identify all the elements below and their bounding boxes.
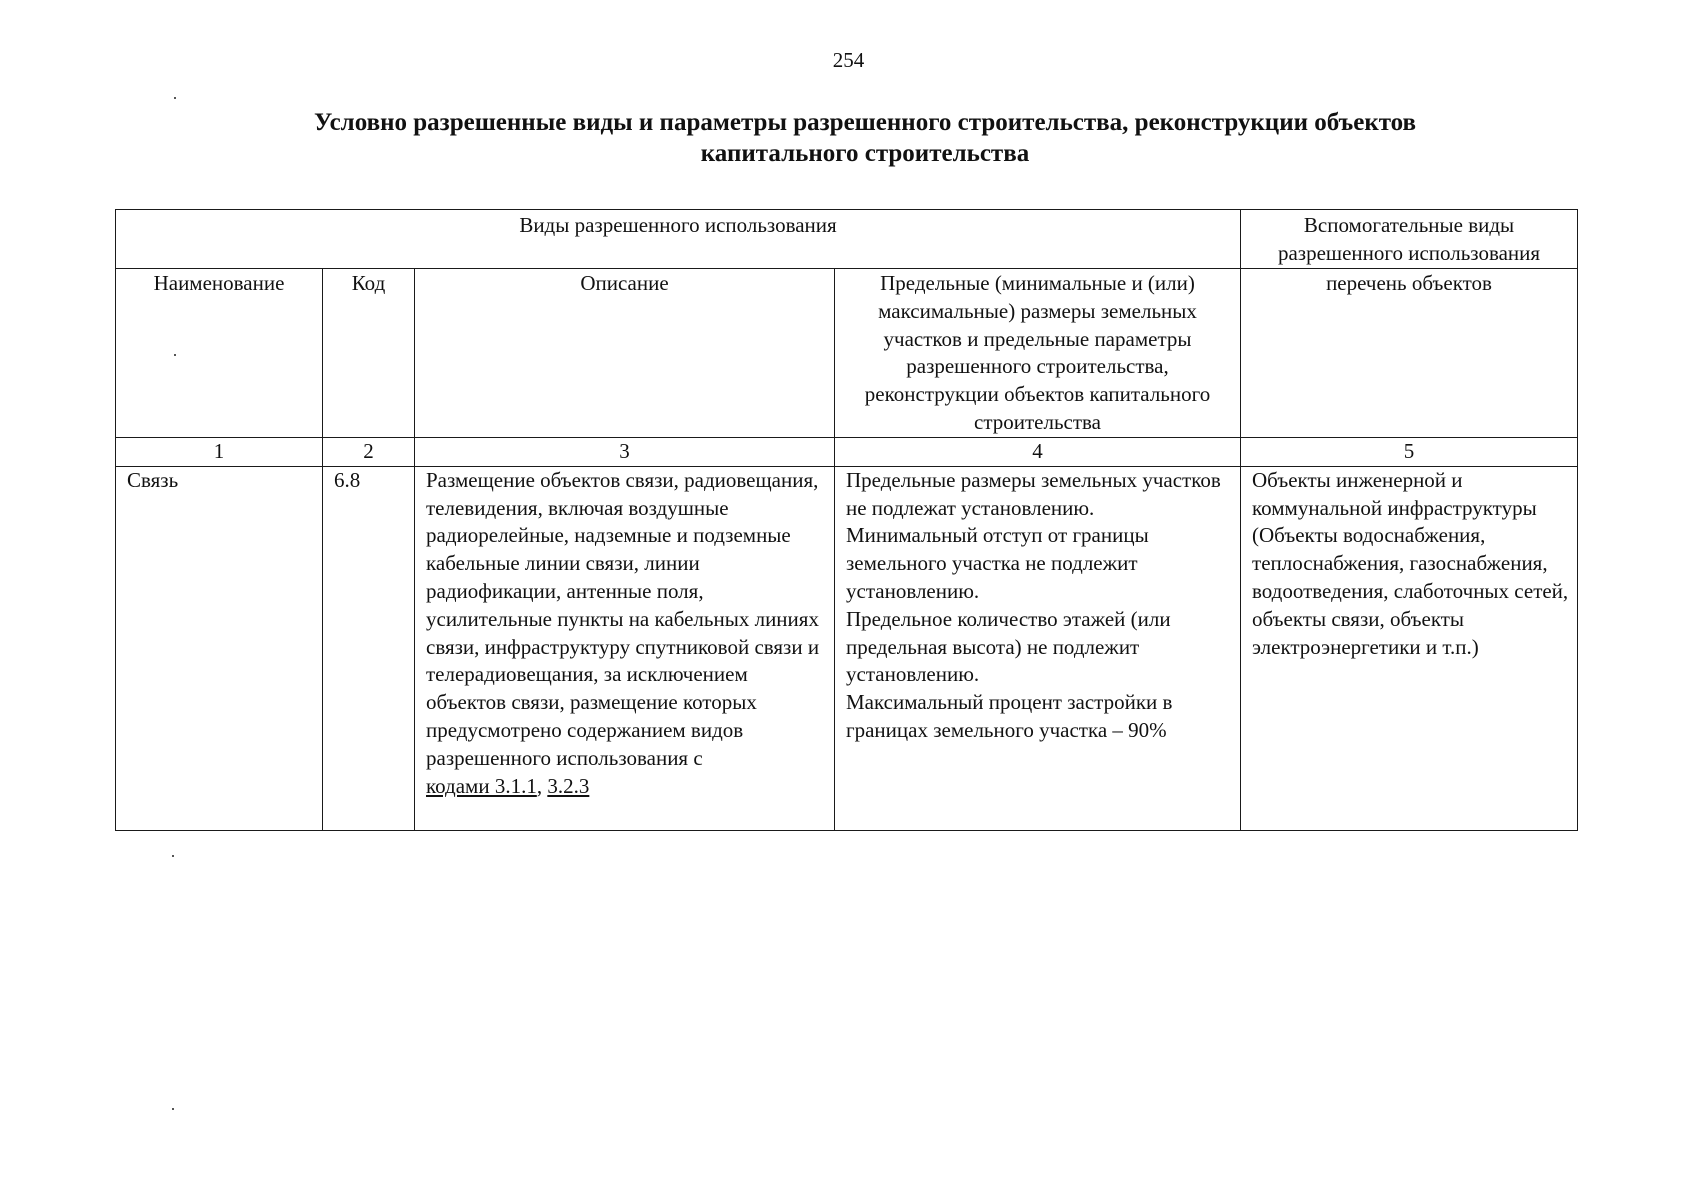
column-header-objects: перечень объектов [1241, 269, 1578, 438]
column-number: 5 [1241, 437, 1578, 466]
page-number: 254 [832, 48, 865, 72]
group-header-row [116, 210, 1578, 269]
row-objects: Объекты инженерной и коммунальной инфраструктуры (Объекты водоснабжения, теплоснабжения, газоснабжения, водоотведения, слаботочных сетей, объекты связи, объекты электроэнергетики и т.п.) [1252, 467, 1569, 659]
column-header-description: Описание [415, 269, 835, 438]
row-description-links [426, 773, 826, 801]
page-title [200, 107, 1530, 169]
row-code-cell [323, 466, 415, 830]
scan-speck [172, 855, 174, 857]
row-objects-cell [1241, 466, 1578, 830]
column-header-code: Код [323, 269, 415, 438]
column-number: 3 [415, 437, 835, 466]
page-title-line: Условно разрешенные виды и параметры разрешенного строительства, реконструкции объектов [313, 109, 1417, 136]
row-parameters-cell [835, 466, 1241, 830]
row-code: 6.8 [334, 467, 361, 492]
permitted-use-table [115, 209, 1578, 831]
column-number: 4 [835, 437, 1241, 466]
scan-speck [174, 97, 176, 99]
group-header-main: Виды разрешенного использования [116, 210, 1241, 269]
column-number: 2 [323, 437, 415, 466]
row-description: Размещение объектов связи, радиовещания, телевидения, включая воздушные радиорелейные, надземные и подземные кабельные линии связи, линии радиофикации, антенные поля, усилительные пункты на кабельных линиях связи, инфраструктуру спутниковой связи и телерадиовещания, за исключением объектов связи, размещение которых предусмотрено содержанием видов разрешенного использования с [426, 467, 820, 770]
scan-speck [172, 1108, 174, 1110]
code-link[interactable]: 3.2.3 [547, 773, 590, 798]
table-row [116, 466, 1578, 830]
row-parameters: Предельные размеры земельных участков не подлежат установлению. Минимальный отступ от границы земельного участка не подлежит установлению. Предельное количество этажей (или предельная высота) не подлежит установлению. Максимальный процент застройки в границах земельного участка – 90% [846, 467, 1221, 742]
code-link[interactable]: кодами 3.1.1 [426, 773, 537, 798]
column-header-parameters: Предельные (минимальные и (или) максимальные) размеры земельных участков и предельные параметры разрешенного строительства, реконструкции объектов капитального строительства [835, 269, 1241, 438]
column-number: 1 [116, 437, 323, 466]
group-header-aux: Вспомогательные виды разрешенного использования [1241, 210, 1578, 269]
row-description-cell [415, 466, 835, 830]
page-title-line: капитального строительства [700, 140, 1030, 167]
scan-speck [174, 354, 176, 356]
link-separator: , [536, 773, 548, 798]
column-header-row [116, 269, 1578, 438]
row-name-cell [116, 466, 323, 830]
column-number-row [116, 437, 1578, 466]
row-name: Связь [127, 467, 179, 492]
column-header-name: Наименование [116, 269, 323, 438]
